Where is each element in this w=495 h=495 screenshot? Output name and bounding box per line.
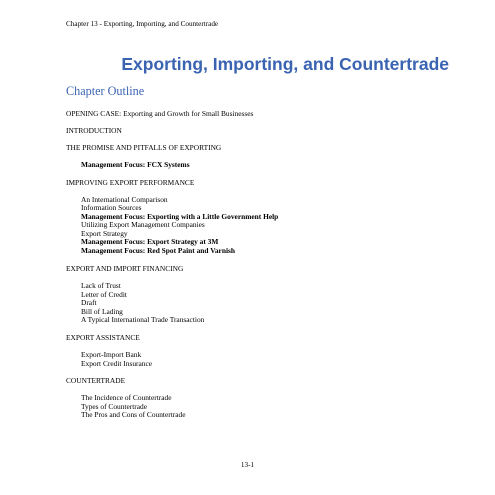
outline-item-lack-of-trust: Lack of Trust	[81, 281, 121, 290]
outline-item-letter-of-credit: Letter of Credit	[81, 290, 127, 299]
outline-item-government-help: Management Focus: Exporting with a Little Government Help	[81, 212, 279, 221]
outline-section-countertrade: COUNTERTRADE	[66, 376, 126, 385]
outline-item-draft: Draft	[81, 298, 97, 307]
outline-section-assistance: EXPORT ASSISTANCE	[66, 333, 140, 342]
outline-item-international-comparison: An International Comparison	[81, 195, 168, 204]
page-title: Exporting, Importing, and Countertrade	[121, 54, 449, 74]
outline-item-export-import-bank: Export-Import Bank	[81, 350, 142, 359]
outline-item-information-sources: Information Sources	[81, 203, 142, 212]
outline-item-bill-of-lading: Bill of Lading	[81, 307, 123, 316]
outline-item-pros-and-cons: The Pros and Cons of Countertrade	[81, 410, 186, 419]
outline-item-fcx-systems: Management Focus: FCX Systems	[81, 160, 190, 169]
outline-item-export-credit-insurance: Export Credit Insurance	[81, 359, 153, 368]
outline-item-red-spot-paint: Management Focus: Red Spot Paint and Varnish	[81, 246, 235, 255]
chapter-outline-heading: Chapter Outline	[66, 84, 145, 98]
outline-item-types-of-countertrade: Types of Countertrade	[81, 402, 147, 411]
outline-item-typical-transaction: A Typical International Trade Transaction	[81, 315, 205, 324]
outline-item-incidence-of-countertrade: The Incidence of Countertrade	[81, 393, 172, 402]
outline-section-improving: IMPROVING EXPORT PERFORMANCE	[66, 178, 195, 187]
outline-item-export-management-companies: Utilizing Export Management Companies	[81, 220, 205, 229]
outline-item-export-strategy-3m: Management Focus: Export Strategy at 3M	[81, 237, 219, 246]
outline-section-promise: THE PROMISE AND PITFALLS OF EXPORTING	[66, 143, 222, 152]
outline-introduction: INTRODUCTION	[66, 126, 122, 135]
page-number: 13-1	[240, 461, 255, 469]
running-head: Chapter 13 - Exporting, Importing, and Countertrade	[66, 20, 219, 28]
outline-item-export-strategy: Export Strategy	[81, 229, 128, 238]
outline-section-financing: EXPORT AND IMPORT FINANCING	[66, 264, 184, 273]
outline-opening-case: OPENING CASE: Exporting and Growth for Small Businesses	[66, 109, 254, 118]
